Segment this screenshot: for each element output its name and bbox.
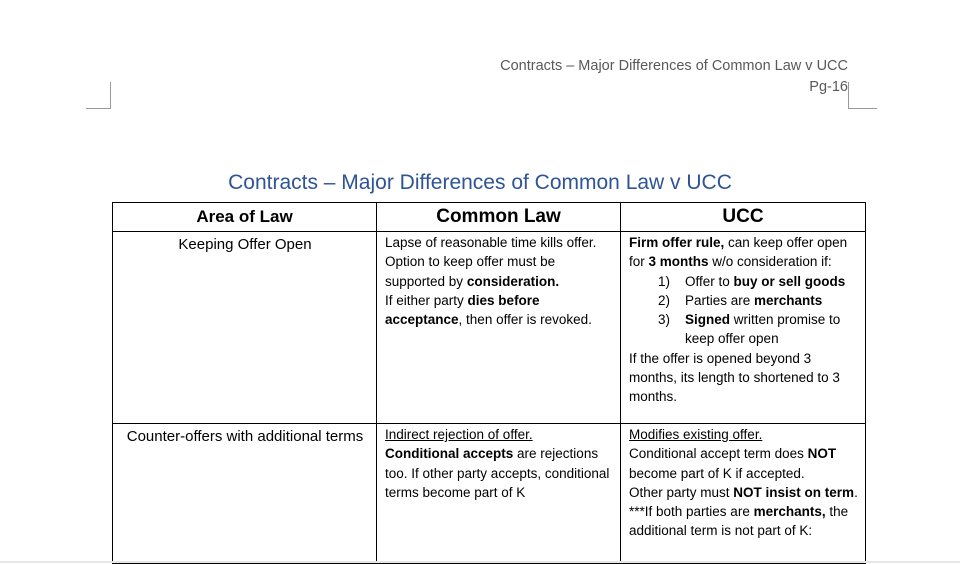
bold-text: NOT insist on term <box>733 484 855 500</box>
text-run: the additional term is not part of K: <box>629 504 849 539</box>
text-run: ***If both parties are <box>629 504 754 520</box>
bold-text: NOT <box>807 446 837 462</box>
text-run: Lapse of reasonable time kills offer. Option to keep offer must be supported by <box>385 235 597 289</box>
differences-table <box>112 202 866 564</box>
column-header-ucc: UCC <box>621 203 866 232</box>
table-header-row <box>113 203 866 232</box>
text-run: Conditional accept term does <box>629 446 808 462</box>
text-run: become part of K if accepted. <box>629 465 805 481</box>
table-row <box>113 424 866 564</box>
text-run: written promise to keep offer open <box>685 312 841 347</box>
text-run: w/o consideration if: <box>708 254 832 270</box>
underlined-text: Indirect rejection of offer. <box>385 427 533 442</box>
list-number: 3) <box>658 312 671 328</box>
list-item <box>629 272 858 291</box>
area-cell: Keeping Offer Open <box>113 232 377 424</box>
bold-text: consideration. <box>466 273 560 289</box>
running-header <box>500 56 848 98</box>
text-run: . <box>854 484 858 500</box>
bold-text: buy or sell goods <box>733 273 846 289</box>
list-number: 2) <box>658 292 671 308</box>
text-run: are rejections too. If other party accepts, conditional terms become part of K <box>385 446 610 500</box>
bold-text: 3 months <box>648 254 709 270</box>
bold-text: Firm offer rule, <box>629 235 725 250</box>
column-header-area: Area of Law <box>113 203 377 232</box>
area-cell: Counter-offers with additional terms <box>113 424 377 564</box>
bold-text: Conditional accepts <box>385 446 514 462</box>
bold-text: dies before acceptance <box>385 292 540 328</box>
underlined-text: Modifies existing offer. <box>629 427 763 442</box>
bold-text: merchants <box>754 292 823 308</box>
text-run: Offer to <box>685 273 734 289</box>
text-run: If the offer is opened beyond 3 months, its length to shortened to 3 months. <box>629 350 840 405</box>
text-run: If either party <box>385 292 468 308</box>
ucc-cell <box>621 424 866 564</box>
bold-text: merchants, <box>753 504 826 520</box>
list-item <box>629 310 858 349</box>
text-run: , then offer is revoked. <box>458 312 592 328</box>
condition-list <box>629 272 858 349</box>
crop-mark-right <box>848 82 877 109</box>
text-run: can keep offer open for <box>629 235 848 270</box>
common-law-cell <box>377 424 621 564</box>
crop-mark-left <box>86 82 111 109</box>
table-row <box>113 232 866 424</box>
text-run: Other party must <box>629 484 734 500</box>
document-title: Contracts – Major Differences of Common Law v UCC <box>228 171 732 194</box>
text-run: Parties are <box>685 292 755 308</box>
ucc-cell <box>621 232 866 424</box>
list-item <box>629 291 858 310</box>
common-law-cell <box>377 232 621 424</box>
running-header-title: Contracts – Major Differences of Common Law v UCC <box>500 58 848 74</box>
column-header-common-law: Common Law <box>377 203 621 232</box>
list-number: 1) <box>658 273 671 289</box>
page-number: Pg-16 <box>809 79 848 95</box>
bold-text: Signed <box>685 312 731 328</box>
